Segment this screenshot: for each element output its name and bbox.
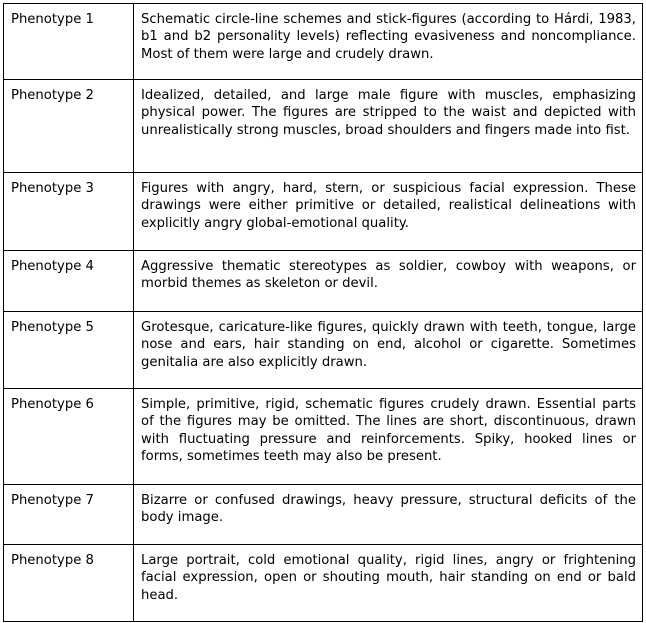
phenotype-table <box>3 3 643 622</box>
phenotype-description: Idealized, detailed, and large male figure with muscles, emphasizing physical power. The figures are stripped to the waist and depicted with unrealistically strong muscles, broad shoulders and fingers made into fist. <box>134 80 643 173</box>
phenotype-description: Grotesque, caricature-like figures, quickly drawn with teeth, tongue, large nose and ears, hair standing on end, alcohol or cigarette. Sometimes genitalia are also explicitly drawn. <box>134 312 643 389</box>
phenotype-label: Phenotype 2 <box>4 80 134 173</box>
table-row <box>4 389 643 485</box>
phenotype-description: Aggressive thematic stereotypes as soldier, cowboy with weapons, or morbid themes as skeleton or devil. <box>134 251 643 312</box>
phenotype-label: Phenotype 4 <box>4 251 134 312</box>
phenotype-description: Figures with angry, hard, stern, or suspicious facial expression. These drawings were either primitive or detailed, realistical delineations with explicitly angry global-emotional quality. <box>134 173 643 251</box>
phenotype-description: Large portrait, cold emotional quality, rigid lines, angry or frightening facial expression, open or shouting mouth, hair standing on end or bald head. <box>134 545 643 622</box>
table-row <box>4 251 643 312</box>
table-row <box>4 545 643 622</box>
phenotype-label: Phenotype 6 <box>4 389 134 485</box>
table-row <box>4 485 643 545</box>
phenotype-label: Phenotype 8 <box>4 545 134 622</box>
phenotype-description: Simple, primitive, rigid, schematic figures crudely drawn. Essential parts of the figures may be omitted. The lines are short, discontinuous, drawn with fluctuating pressure and reinforcements. Spiky, hooked lines or forms, sometimes teeth may also be present. <box>134 389 643 485</box>
phenotype-label: Phenotype 3 <box>4 173 134 251</box>
phenotype-label: Phenotype 7 <box>4 485 134 545</box>
phenotype-label: Phenotype 1 <box>4 4 134 80</box>
phenotype-label: Phenotype 5 <box>4 312 134 389</box>
table-row <box>4 312 643 389</box>
phenotype-description: Schematic circle-line schemes and stick-figures (according to Hárdi, 1983, b1 and b2 personality levels) reflecting evasiveness and noncompliance. Most of them were large and crudely drawn. <box>134 4 643 80</box>
phenotype-description: Bizarre or confused drawings, heavy pressure, structural deficits of the body image. <box>134 485 643 545</box>
table-row <box>4 80 643 173</box>
table-row <box>4 173 643 251</box>
table-row <box>4 4 643 80</box>
